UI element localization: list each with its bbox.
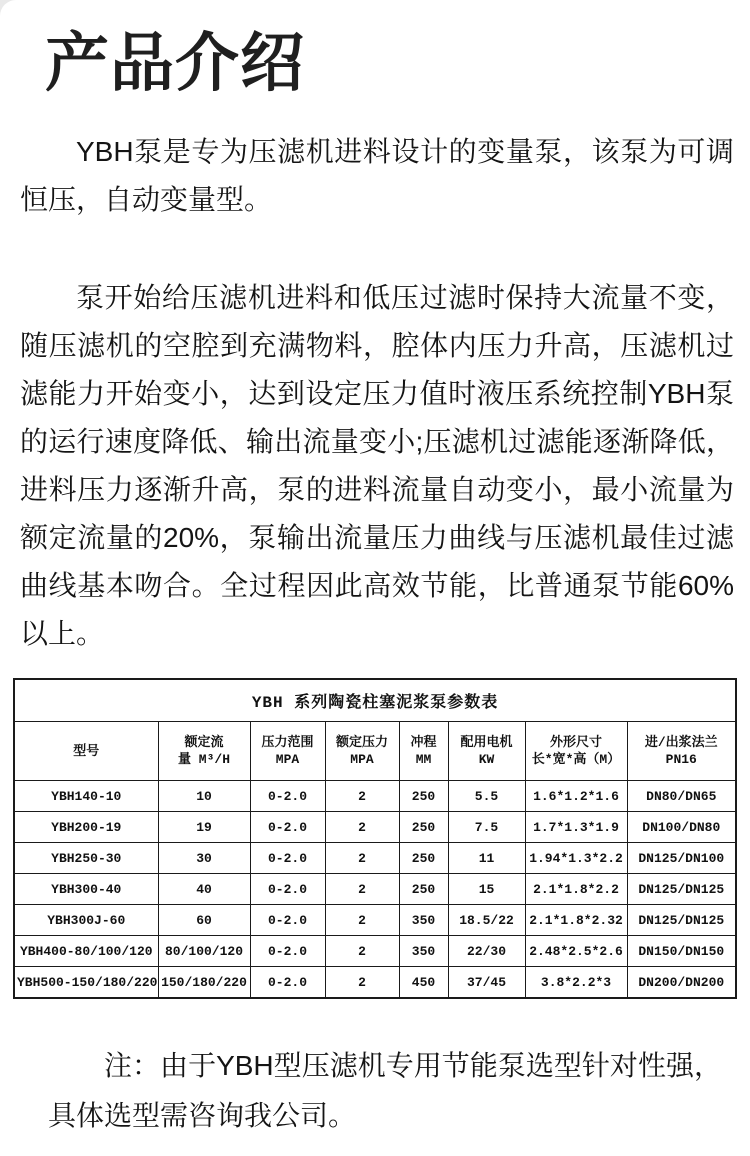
table-header-cell: 型号	[14, 722, 158, 781]
table-cell: 15	[448, 874, 525, 905]
table-cell: 0-2.0	[250, 905, 325, 936]
table-cell: 60	[158, 905, 250, 936]
table-row	[14, 967, 736, 999]
table-cell: 250	[399, 874, 448, 905]
table-cell: 2	[325, 781, 399, 812]
table-header-cell: 额定流 量 M³/H	[158, 722, 250, 781]
table-title-row	[14, 679, 736, 722]
table-cell: YBH250-30	[14, 843, 158, 874]
spec-table-head	[14, 679, 736, 781]
table-header-cell: 进/出浆法兰 PN16	[627, 722, 736, 781]
table-row	[14, 936, 736, 967]
table-cell: 2	[325, 967, 399, 999]
table-header-cell: 额定压力 MPA	[325, 722, 399, 781]
table-row	[14, 781, 736, 812]
table-cell: 2	[325, 874, 399, 905]
table-cell: 0-2.0	[250, 874, 325, 905]
description-paragraph: 泵开始给压滤机进料和低压过滤时保持大流量不变，随压滤机的空腔到充满物料，腔体内压力升高，压滤机过滤能力开始变小，达到设定压力值时液压系统控制YBH泵的运行速度降低、输出流量变小;压滤机过滤能逐渐降低，进料压力逐渐升高，泵的进料流量自动变小，最小流量为额定流量的20%，泵输出流量压力曲线与压滤机最佳过滤曲线基本吻合。全过程因此高效节能，比普通泵节能60%以上。	[20, 282, 734, 649]
table-title: YBH 系列陶瓷柱塞泥浆泵参数表	[14, 679, 736, 722]
table-cell: 150/180/220	[158, 967, 250, 999]
table-header-cell: 配用电机 KW	[448, 722, 525, 781]
table-cell: 0-2.0	[250, 781, 325, 812]
table-cell: 11	[448, 843, 525, 874]
table-cell: 2	[325, 936, 399, 967]
table-cell: 450	[399, 967, 448, 999]
table-cell: 2	[325, 905, 399, 936]
table-cell: DN100/DN80	[627, 812, 736, 843]
table-cell: 2	[325, 843, 399, 874]
table-cell: 3.8*2.2*3	[525, 967, 627, 999]
note-paragraph: 注：由于YBH型压滤机专用节能泵选型针对性强，具体选型需咨询我公司。	[48, 1050, 722, 1131]
table-row	[14, 874, 736, 905]
table-cell: 350	[399, 936, 448, 967]
table-cell: 10	[158, 781, 250, 812]
table-cell: 0-2.0	[250, 843, 325, 874]
table-cell: 2	[325, 812, 399, 843]
table-cell: 2.48*2.5*2.6	[525, 936, 627, 967]
table-cell: YBH140-10	[14, 781, 158, 812]
table-cell: 0-2.0	[250, 936, 325, 967]
table-cell: 1.6*1.2*1.6	[525, 781, 627, 812]
intro-paragraph: YBH泵是专为压滤机进料设计的变量泵，该泵为可调恒压，自动变量型。	[20, 136, 734, 215]
table-cell: 5.5	[448, 781, 525, 812]
table-cell: DN125/DN125	[627, 874, 736, 905]
page-title: 产品介绍	[45, 27, 305, 99]
table-cell: 2.1*1.8*2.32	[525, 905, 627, 936]
table-cell: 22/30	[448, 936, 525, 967]
table-cell: 250	[399, 843, 448, 874]
spec-table-body	[14, 781, 736, 999]
table-cell: 19	[158, 812, 250, 843]
table-cell: 30	[158, 843, 250, 874]
table-cell: 250	[399, 781, 448, 812]
table-cell: 350	[399, 905, 448, 936]
table-cell: YBH400-80/100/120	[14, 936, 158, 967]
table-cell: YBH300-40	[14, 874, 158, 905]
table-cell: DN200/DN200	[627, 967, 736, 999]
table-cell: 1.7*1.3*1.9	[525, 812, 627, 843]
table-cell: DN125/DN125	[627, 905, 736, 936]
table-cell: 18.5/22	[448, 905, 525, 936]
table-cell: YBH200-19	[14, 812, 158, 843]
table-header-cell: 外形尺寸 长*宽*高（M）	[525, 722, 627, 781]
table-cell: 1.94*1.3*2.2	[525, 843, 627, 874]
table-cell: YBH300J-60	[14, 905, 158, 936]
table-row	[14, 843, 736, 874]
table-cell: DN125/DN100	[627, 843, 736, 874]
table-cell: 0-2.0	[250, 967, 325, 999]
table-cell: 40	[158, 874, 250, 905]
table-row	[14, 905, 736, 936]
table-cell: YBH500-150/180/220	[14, 967, 158, 999]
table-header-cell: 冲程 MM	[399, 722, 448, 781]
table-cell: DN80/DN65	[627, 781, 736, 812]
table-cell: 7.5	[448, 812, 525, 843]
table-cell: DN150/DN150	[627, 936, 736, 967]
table-cell: 0-2.0	[250, 812, 325, 843]
table-row	[14, 812, 736, 843]
table-cell: 2.1*1.8*2.2	[525, 874, 627, 905]
spec-table	[13, 678, 737, 999]
table-header-row	[14, 722, 736, 781]
table-cell: 80/100/120	[158, 936, 250, 967]
table-cell: 37/45	[448, 967, 525, 999]
table-cell: 250	[399, 812, 448, 843]
table-header-cell: 压力范围 MPA	[250, 722, 325, 781]
